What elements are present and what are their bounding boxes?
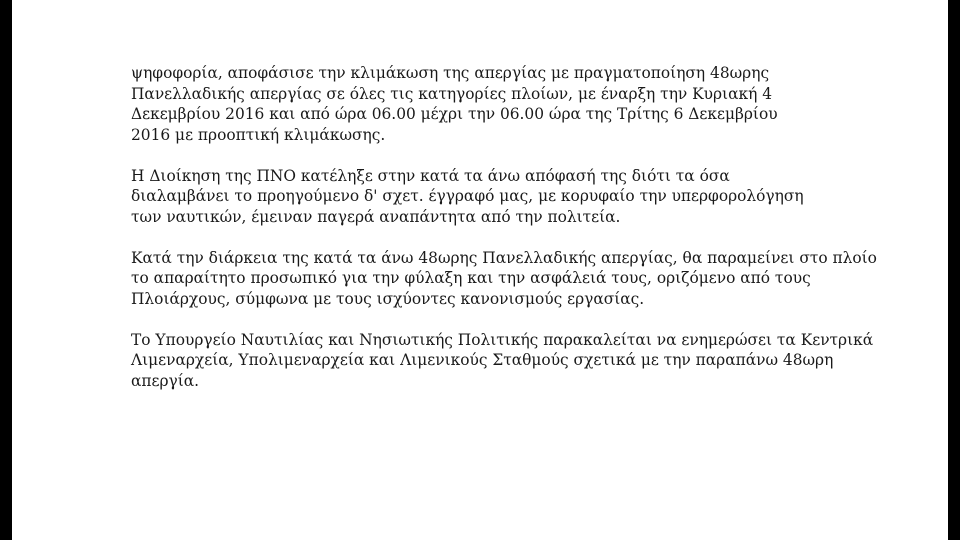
- paragraph-ministry-request: [131, 330, 874, 392]
- text-line: των ναυτικών, έμειναν παγερά αναπάντητα από την πολιτεία.: [131, 207, 621, 226]
- text-line: Η Διοίκηση της ΠΝΟ κατέληξε στην κατά τα άνω απόφασή της διότι τα όσα: [131, 166, 730, 185]
- text-line: ψηφοφορία, αποφάσισε την κλιμάκωση της απεργίας με πραγματοποίηση 48ωρης: [131, 64, 770, 82]
- paragraph-strike-escalation: [131, 63, 851, 145]
- text-line: Πανελλαδικής απεργίας σε όλες τις κατηγορίες πλοίων, με έναρξη την Κυριακή 4: [131, 84, 773, 103]
- text-line: Λιμεναρχεία, Υπολιμεναρχεία και Λιμενικούς Σταθμούς σχετικά με την παραπάνω 48ωρη: [131, 351, 834, 369]
- text-line: Το Υπουργείο Ναυτιλίας και Νησιωτικής Πολιτικής παρακαλείται να ενημερώσει τα Κεντρικά: [131, 330, 874, 349]
- text-line: Δεκεμβρίου 2016 και από ώρα 06.00 μέχρι την 06.00 ώρα της Τρίτης 6 Δεκεμβρίου: [131, 105, 778, 123]
- paragraph-onboard-personnel: [131, 248, 877, 310]
- text-line: το απαραίτητο προσωπικό για την φύλαξη και την ασφάλειά τους, οριζόμενο από τους: [131, 269, 811, 287]
- document-page: [12, 0, 948, 540]
- text-line: διαλαμβάνει το προηγούμενο δ' σχετ. έγγραφό μας, με κορυφαίο την υπερφορολόγηση: [131, 187, 804, 205]
- document-body: [131, 63, 877, 412]
- text-line: Πλοιάρχους, σύμφωνα με τους ισχύοντες κανονισμούς εργασίας.: [131, 289, 645, 308]
- text-line: απεργία.: [131, 371, 200, 390]
- right-letterbox: [948, 0, 960, 540]
- text-line: Κατά την διάρκεια της κατά τα άνω 48ωρης Πανελλαδικής απεργίας, θα παραμείνει στο πλοίο: [131, 248, 877, 267]
- text-line: 2016 με προοπτική κλιμάκωσης.: [131, 125, 386, 144]
- left-letterbox: [0, 0, 12, 540]
- paragraph-decision-reason: [131, 166, 851, 228]
